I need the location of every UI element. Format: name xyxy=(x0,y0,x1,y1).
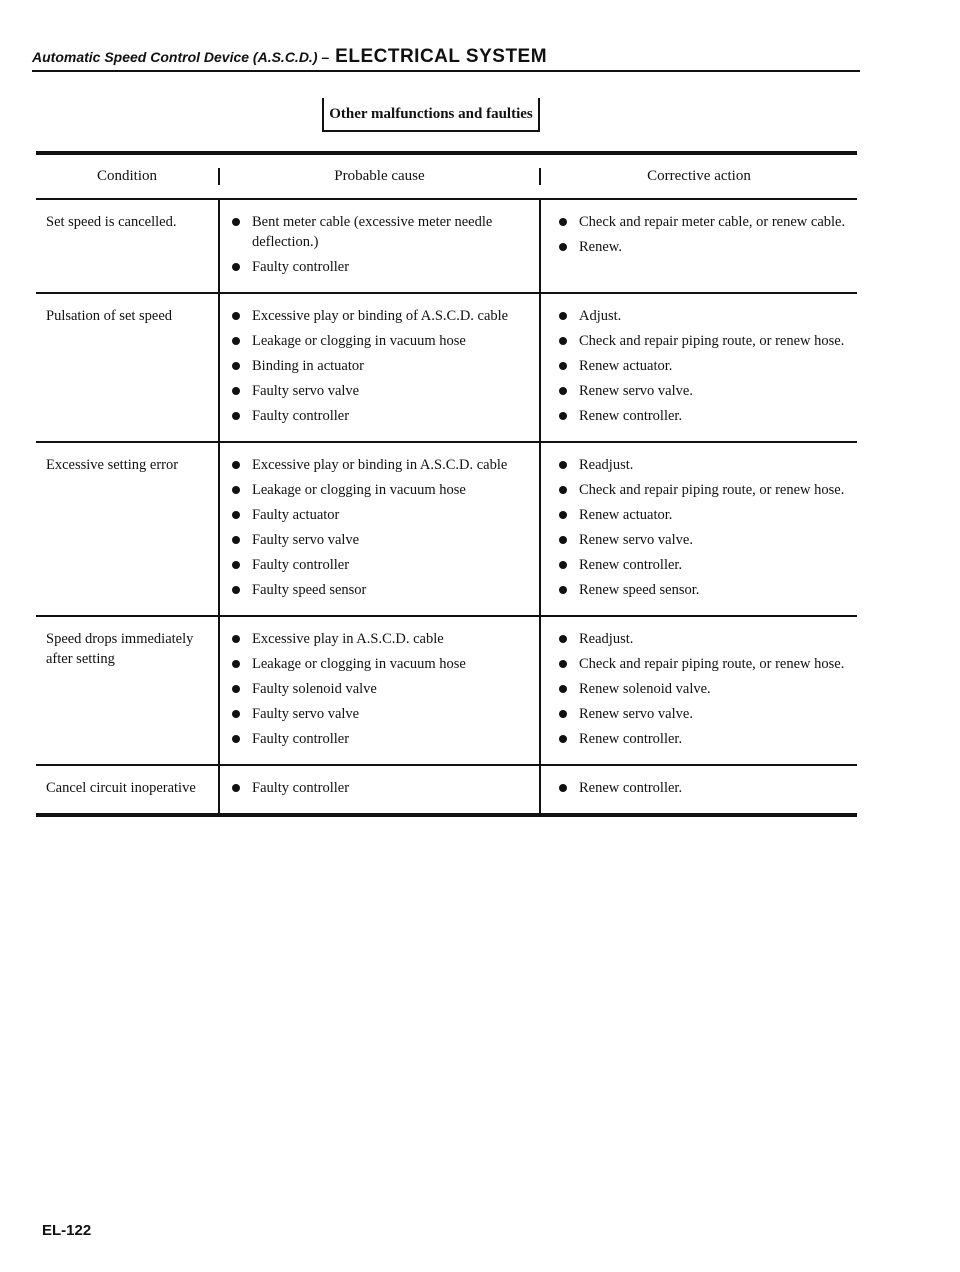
action-item xyxy=(559,331,847,351)
action-cell xyxy=(539,443,857,615)
bullet-icon xyxy=(559,412,567,420)
table-row xyxy=(36,766,857,813)
action-cell xyxy=(539,200,857,292)
cause-item xyxy=(232,306,529,326)
cause-item xyxy=(232,406,529,426)
column-header-action: Corrective action xyxy=(539,168,857,185)
cause-text: Leakage or clogging in vacuum hose xyxy=(252,656,466,672)
bullet-icon xyxy=(559,660,567,668)
cause-item xyxy=(232,257,529,277)
header-rule xyxy=(32,70,860,72)
action-text: Renew solenoid valve. xyxy=(579,681,711,697)
cause-item xyxy=(232,455,529,475)
action-item xyxy=(559,356,847,376)
bullet-icon xyxy=(559,312,567,320)
action-item xyxy=(559,406,847,426)
condition-cell: Set speed is cancelled. xyxy=(46,214,177,230)
condition-cell: Pulsation of set speed xyxy=(46,308,173,324)
cause-text: Faulty actuator xyxy=(252,507,340,523)
cause-cell xyxy=(218,294,539,441)
action-item xyxy=(559,306,847,326)
cause-item xyxy=(232,505,529,525)
bullet-icon xyxy=(232,461,240,469)
action-cell xyxy=(539,766,857,813)
action-item xyxy=(559,237,847,257)
bullet-icon xyxy=(232,412,240,420)
bullet-icon xyxy=(559,735,567,743)
cause-text: Faulty controller xyxy=(252,731,350,747)
bullet-icon xyxy=(232,586,240,594)
action-item xyxy=(559,679,847,699)
action-text: Renew controller. xyxy=(579,780,683,796)
bullet-icon xyxy=(232,536,240,544)
table-header-row xyxy=(36,155,857,200)
action-text: Renew actuator. xyxy=(579,507,673,523)
bullet-icon xyxy=(232,263,240,271)
bullet-icon xyxy=(232,561,240,569)
cause-item xyxy=(232,654,529,674)
bullet-icon xyxy=(559,387,567,395)
condition-cell: Cancel circuit inoperative xyxy=(46,780,196,796)
action-text: Readjust. xyxy=(579,631,634,647)
action-text: Renew. xyxy=(579,239,622,255)
action-text: Check and repair piping route, or renew hose. xyxy=(579,656,845,672)
cause-item xyxy=(232,729,529,749)
action-item xyxy=(559,555,847,575)
troubleshooting-table xyxy=(36,151,857,817)
cause-text: Binding in actuator xyxy=(252,358,364,374)
page-header xyxy=(32,46,860,68)
cause-text: Leakage or clogging in vacuum hose xyxy=(252,482,466,498)
cause-item xyxy=(232,555,529,575)
cause-cell xyxy=(218,766,539,813)
cause-text: Leakage or clogging in vacuum hose xyxy=(252,333,466,349)
bullet-icon xyxy=(232,685,240,693)
bullet-icon xyxy=(559,536,567,544)
cause-item xyxy=(232,679,529,699)
cause-item xyxy=(232,704,529,724)
bullet-icon xyxy=(559,784,567,792)
action-text: Renew controller. xyxy=(579,731,683,747)
action-item xyxy=(559,505,847,525)
bullet-icon xyxy=(559,486,567,494)
action-text: Renew servo valve. xyxy=(579,383,693,399)
header-title: ELECTRICAL SYSTEM xyxy=(335,46,548,67)
bullet-icon xyxy=(559,218,567,226)
action-item xyxy=(559,455,847,475)
bullet-icon xyxy=(559,586,567,594)
action-text: Renew actuator. xyxy=(579,358,673,374)
cause-item xyxy=(232,778,529,798)
cause-item xyxy=(232,629,529,649)
bullet-icon xyxy=(559,362,567,370)
cause-text: Faulty controller xyxy=(252,259,350,275)
condition-cell: Speed drops immediately after setting xyxy=(46,631,194,667)
cause-text: Faulty servo valve xyxy=(252,706,360,722)
cause-text: Excessive play in A.S.C.D. cable xyxy=(252,631,444,647)
bullet-icon xyxy=(232,337,240,345)
action-text: Renew servo valve. xyxy=(579,532,693,548)
cause-cell xyxy=(218,200,539,292)
action-item xyxy=(559,729,847,749)
action-item xyxy=(559,704,847,724)
bullet-icon xyxy=(559,461,567,469)
action-text: Check and repair meter cable, or renew cable. xyxy=(579,214,846,230)
section-title: Other malfunctions and faulties xyxy=(322,98,540,132)
bullet-icon xyxy=(232,511,240,519)
bullet-icon xyxy=(232,218,240,226)
bullet-icon xyxy=(232,635,240,643)
page-number: EL-122 xyxy=(42,1222,92,1239)
action-text: Check and repair piping route, or renew hose. xyxy=(579,333,845,349)
cause-text: Faulty servo valve xyxy=(252,532,360,548)
action-text: Check and repair piping route, or renew hose. xyxy=(579,482,845,498)
column-header-cause: Probable cause xyxy=(218,168,539,185)
bullet-icon xyxy=(559,243,567,251)
action-cell xyxy=(539,294,857,441)
table-bottom-rule xyxy=(36,813,857,817)
action-item xyxy=(559,654,847,674)
column-header-condition: Condition xyxy=(96,168,157,184)
table-body xyxy=(36,200,857,813)
table-row xyxy=(36,200,857,294)
table-row xyxy=(36,294,857,443)
bullet-icon xyxy=(559,511,567,519)
action-item xyxy=(559,530,847,550)
action-item xyxy=(559,778,847,798)
table-row xyxy=(36,443,857,617)
bullet-icon xyxy=(232,784,240,792)
bullet-icon xyxy=(232,387,240,395)
action-item xyxy=(559,480,847,500)
action-text: Readjust. xyxy=(579,457,634,473)
cause-cell xyxy=(218,617,539,764)
bullet-icon xyxy=(232,362,240,370)
bullet-icon xyxy=(559,337,567,345)
cause-item xyxy=(232,530,529,550)
bullet-icon xyxy=(232,710,240,718)
cause-text: Faulty servo valve xyxy=(252,383,360,399)
action-item xyxy=(559,580,847,600)
action-text: Renew servo valve. xyxy=(579,706,693,722)
cause-text: Faulty solenoid valve xyxy=(252,681,377,697)
action-item xyxy=(559,629,847,649)
cause-item xyxy=(232,356,529,376)
action-item xyxy=(559,381,847,401)
condition-cell: Excessive setting error xyxy=(46,457,179,473)
cause-text: Bent meter cable (excessive meter needle deflection.) xyxy=(252,214,493,250)
action-item xyxy=(559,212,847,232)
cause-text: Faulty speed sensor xyxy=(252,582,367,598)
table-row xyxy=(36,617,857,766)
action-text: Renew controller. xyxy=(579,557,683,573)
cause-item xyxy=(232,212,529,252)
bullet-icon xyxy=(559,685,567,693)
bullet-icon xyxy=(232,735,240,743)
action-text: Renew speed sensor. xyxy=(579,582,700,598)
cause-item xyxy=(232,381,529,401)
bullet-icon xyxy=(232,486,240,494)
cause-item xyxy=(232,331,529,351)
bullet-icon xyxy=(232,312,240,320)
action-text: Adjust. xyxy=(579,308,622,324)
cause-text: Excessive play or binding in A.S.C.D. cable xyxy=(252,457,508,473)
cause-text: Faulty controller xyxy=(252,780,350,796)
action-cell xyxy=(539,617,857,764)
action-text: Renew controller. xyxy=(579,408,683,424)
cause-text: Faulty controller xyxy=(252,557,350,573)
cause-text: Excessive play or binding of A.S.C.D. cable xyxy=(252,308,509,324)
cause-item xyxy=(232,580,529,600)
cause-text: Faulty controller xyxy=(252,408,350,424)
bullet-icon xyxy=(559,635,567,643)
header-subtitle: Automatic Speed Control Device (A.S.C.D.) – xyxy=(32,49,330,65)
bullet-icon xyxy=(559,561,567,569)
cause-cell xyxy=(218,443,539,615)
bullet-icon xyxy=(232,660,240,668)
bullet-icon xyxy=(559,710,567,718)
cause-item xyxy=(232,480,529,500)
